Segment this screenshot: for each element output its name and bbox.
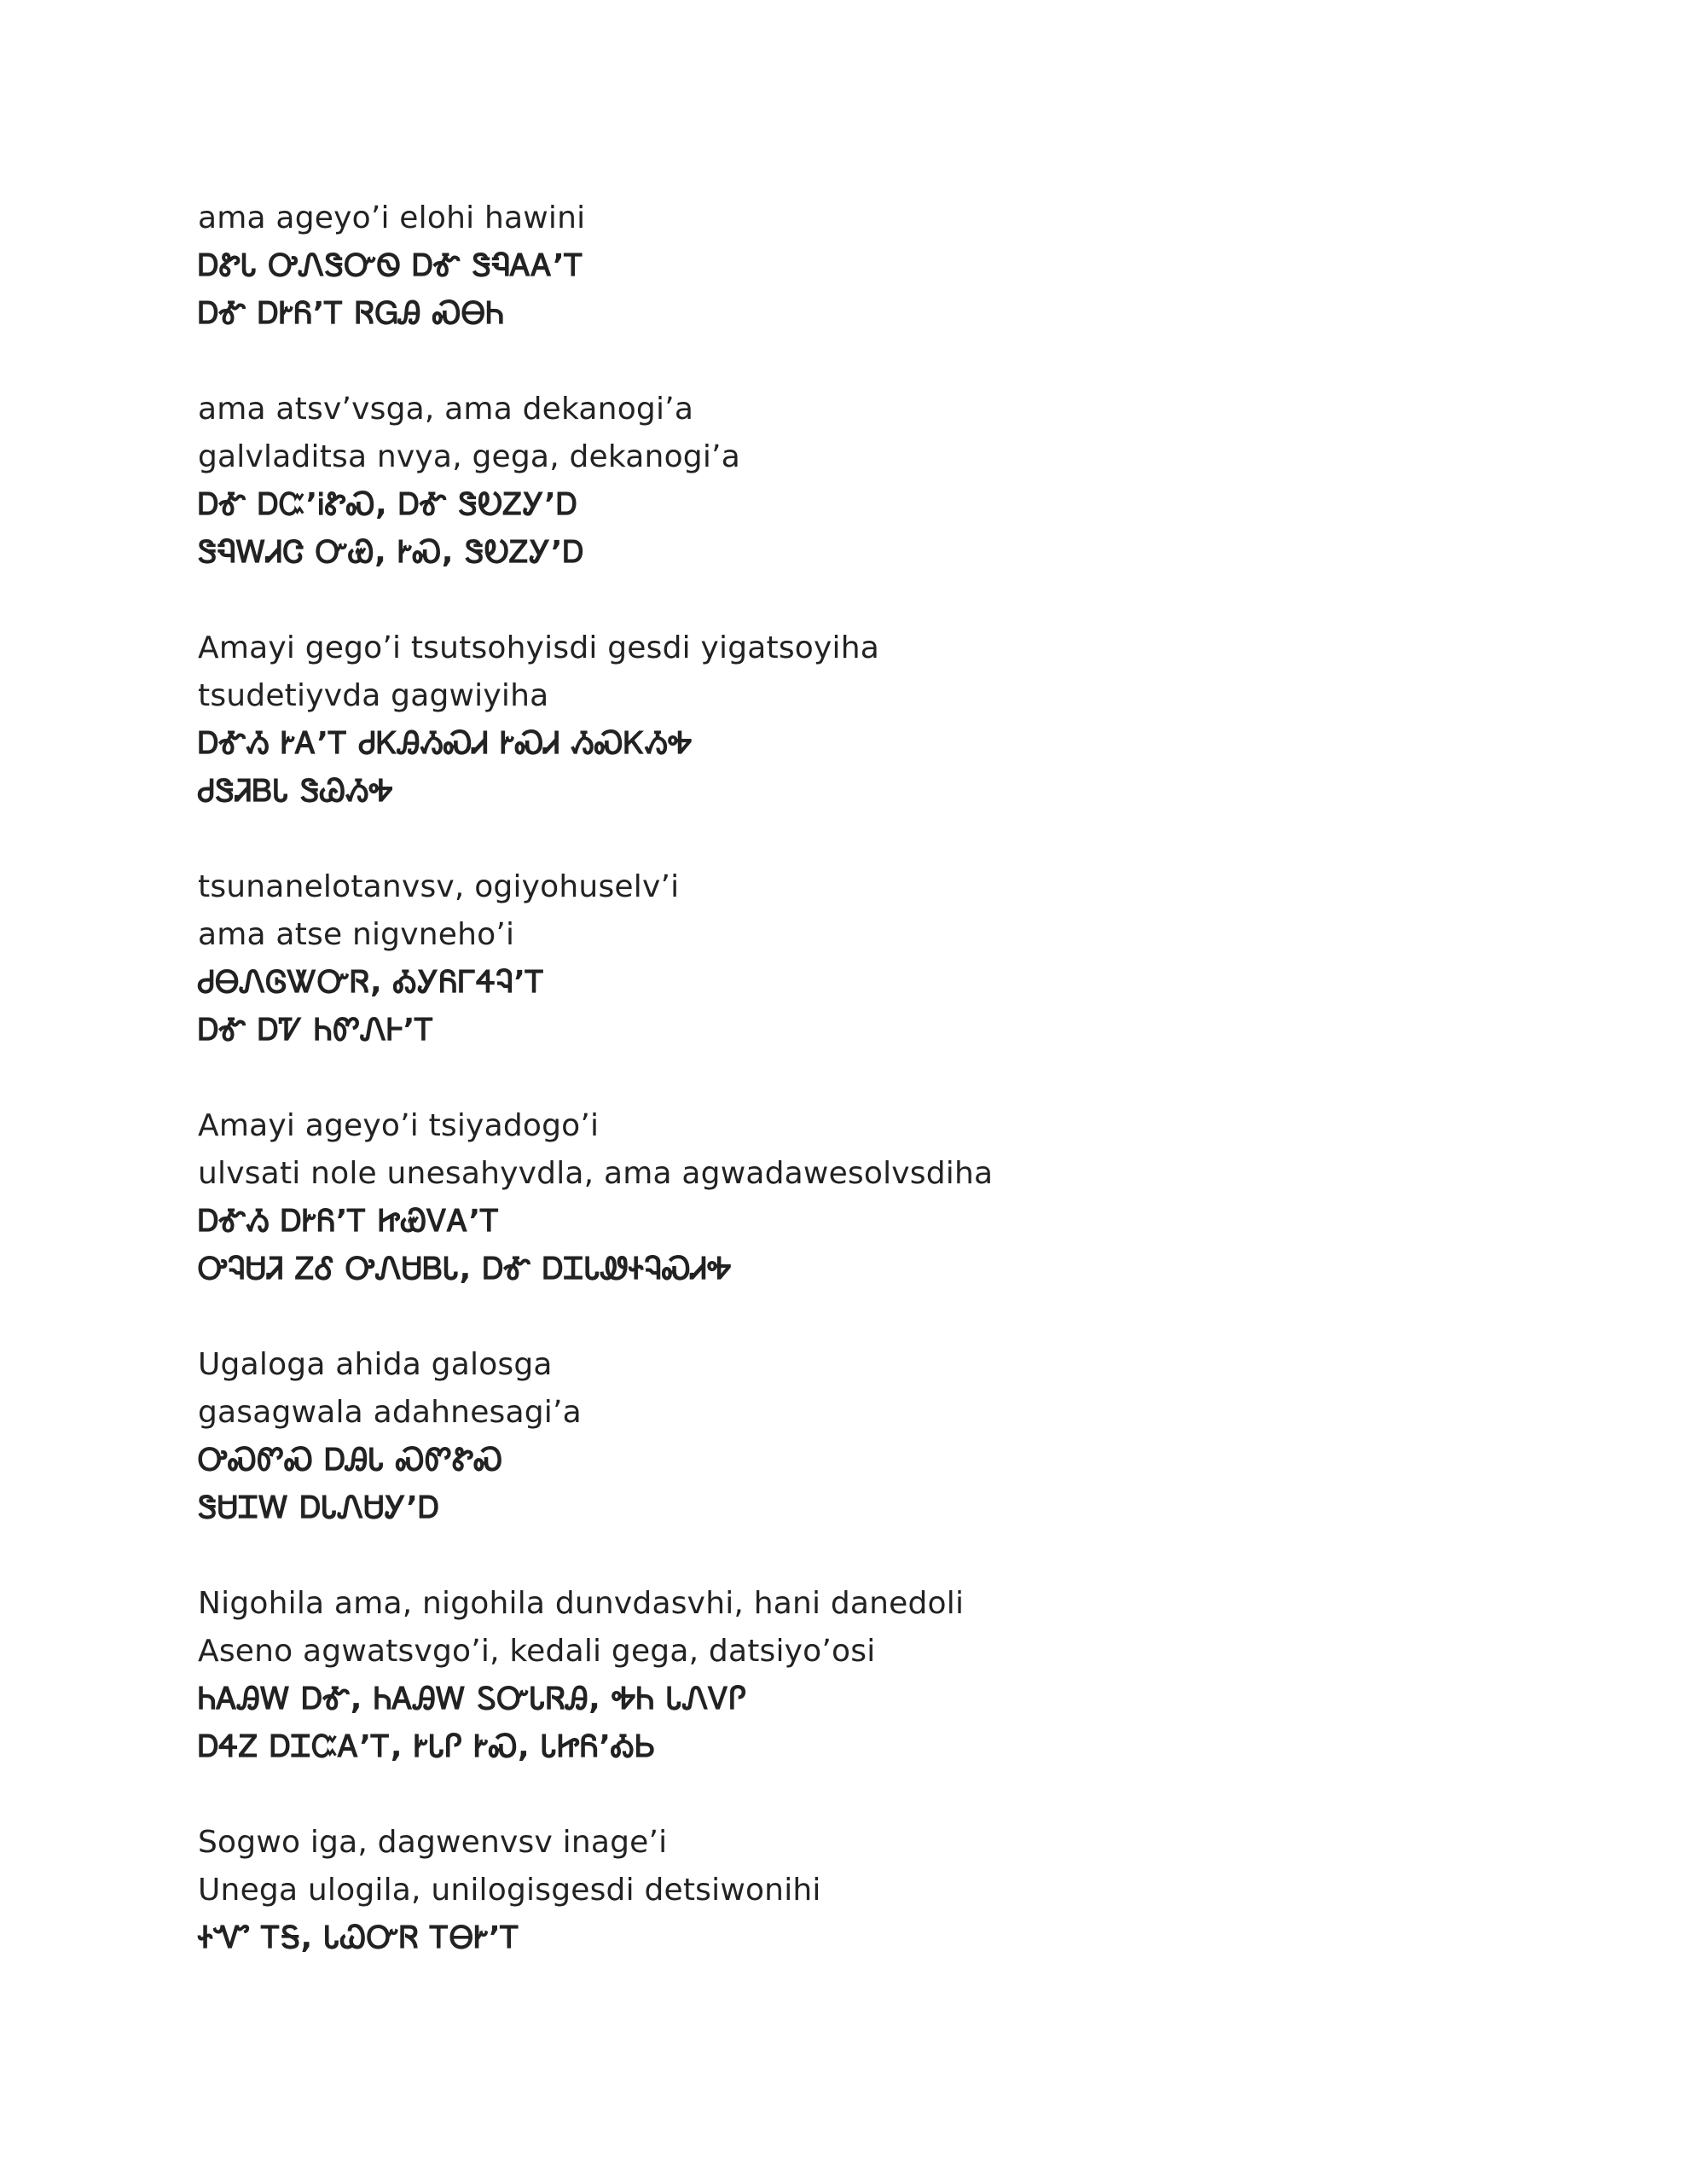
- latin-line: ulvsati nole unesahyvdla, ama agwadawesolvsdiha: [198, 1156, 994, 1191]
- latin-line: Ugaloga ahida galosga: [198, 1347, 553, 1382]
- latin-line: Nigohila ama, nigohila dunvdasvhi, hani danedoli: [198, 1586, 965, 1621]
- syllabary-line: ᏐᏉ ᎢᎦ, ᏓᏇᏅᏒ ᎢᎾᎨ’Ꭲ: [198, 1920, 520, 1955]
- latin-line: galvladitsa nvya, gega, dekanogi’a: [198, 439, 740, 474]
- syllabary-line: ᎠᎹ ᎠᎨᏲ’Ꭲ ᏒᏀᎯ ᏍᎾᏂ: [198, 296, 505, 331]
- latin-line: gasagwala adahnesagi’a: [198, 1395, 582, 1430]
- syllabary-line: ᏕᏄᎳᏗᏣ ᏅᏯ, ᎨᏍ, ᏕᎧᏃᎩ’Ꭰ: [198, 535, 584, 570]
- poem-page: [198, 195, 1562, 2010]
- latin-line: Amayi ageyo’i tsiyadogo’i: [198, 1108, 600, 1143]
- stanza-4: [198, 863, 1562, 1054]
- syllabary-line: ᎠᏎᏃ ᎠᏆᏨᎪ’Ꭲ, ᎨᏓᎵ ᎨᏍ, ᏓᏥᏲ’ᎣᏏ: [198, 1729, 656, 1764]
- syllabary-line: ᎠᎹ ᎠᏨ’ᎥᏑᏍ, ᎠᎹ ᏕᎧᏃᎩ’Ꭰ: [198, 487, 578, 522]
- latin-line: Amayi gego’i tsutsohyisdi gesdi yigatsoyiha: [198, 630, 879, 665]
- latin-line: ama atsv’vsga, ama dekanogi’a: [198, 392, 694, 427]
- stanza-1: [198, 195, 1562, 338]
- latin-line: ama atse nigvneho’i: [198, 917, 515, 952]
- latin-line: Sogwo iga, dagwenvsv inage’i: [198, 1825, 668, 1860]
- syllabary-line: ᏧᏕᏘᏴᏓ ᏕᏊᏱᎭ: [198, 774, 394, 809]
- syllabary-line: ᏧᎾᏁᎶᏔᏅᏒ, ᎣᎩᏲᎱᏎᎸ’Ꭲ: [198, 965, 545, 1000]
- syllabary-line: ᎠᎹᏱ ᎨᎪ’Ꭲ ᏧᏦᎯᏱᏍᏗ ᎨᏍᏗ ᏱᏍᏦᏱᎭ: [198, 726, 693, 761]
- stanza-5: [198, 1102, 1562, 1293]
- syllabary-line: ᎤᎸᏌᏘ ᏃᎴ ᎤᏁᏌᏴᏓ, ᎠᎹ ᎠᏆᏓᏪᏐᎸᏍᏗᎭ: [198, 1252, 732, 1287]
- syllabary-line: ᎠᎹ ᎠᏤ ᏂᏛᏁᎰ’Ꭲ: [198, 1013, 435, 1048]
- syllabary-line: ᎠᏑᏓ ᎤᏁᏕᏅᏫ ᎠᎹ ᏕᏄᎪᎪ’Ꭲ: [198, 248, 584, 283]
- latin-line: Aseno agwatsvgo’i, kedali gega, datsiyo’osi: [198, 1634, 876, 1669]
- syllabary-line: ᎠᎹᏱ ᎠᎨᏲ’Ꭲ ᏥᏯᏙᎪ’Ꭲ: [198, 1204, 500, 1239]
- latin-line: ama ageyo’i elohi hawini: [198, 200, 586, 235]
- syllabary-line: ᏂᎪᎯᎳ ᎠᎹ, ᏂᎪᎯᎳ ᏚᏅᏓᏒᎯ, ᎭᏂ ᏓᏁᏙᎵ: [198, 1682, 747, 1716]
- latin-line: tsunanelotanvsv, ogiyohuselv’i: [198, 869, 680, 904]
- stanza-6: [198, 1341, 1562, 1532]
- syllabary-line: ᏕᏌᏆᎳ ᎠᏓᏁᏌᎩ’Ꭰ: [198, 1490, 440, 1525]
- stanza-7: [198, 1580, 1562, 1771]
- syllabary-line: ᎤᏍᏛᏍ ᎠᎯᏓ ᏍᏛᏑᏍ: [198, 1443, 503, 1478]
- latin-line: tsudetiyvda gagwiyiha: [198, 678, 549, 713]
- stanza-3: [198, 624, 1562, 816]
- stanza-8: [198, 1819, 1562, 1962]
- stanza-2: [198, 386, 1562, 577]
- latin-line: Unega ulogila, unilogisgesdi detsiwonihi: [198, 1873, 821, 1908]
